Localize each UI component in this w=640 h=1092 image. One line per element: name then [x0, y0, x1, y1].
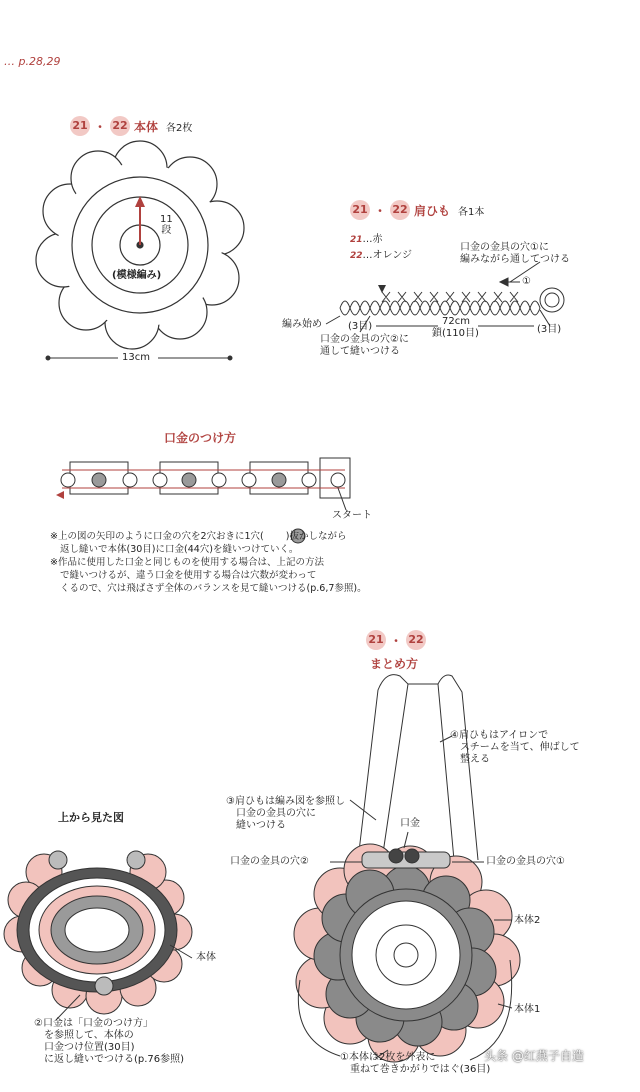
- strap-chain-label: 鎖(110目): [432, 328, 479, 339]
- attach-start-label: スタート: [332, 510, 372, 521]
- assembly-body2-label: 本体2: [514, 915, 541, 926]
- note-line: 重ねて巻きかがりではぐ(36目): [350, 1064, 491, 1075]
- strap-diagram-heading: [350, 200, 484, 220]
- badge-22: 22: [406, 630, 426, 650]
- body-diagram-qty: 各2枚: [166, 122, 193, 134]
- badge-21: 21: [350, 200, 370, 220]
- color-22-line: [350, 250, 412, 262]
- badge-22: 22: [110, 116, 130, 136]
- assembly-title: まとめ方: [370, 657, 419, 671]
- top-view-step2: [34, 1018, 184, 1066]
- strap-diagram-qty: 各1本: [458, 206, 485, 218]
- note-line: ※作品に使用した口金と同じものを使用する場合は、上記の方法: [50, 557, 324, 568]
- note-line: ③肩ひもは編み図を参照し: [226, 796, 345, 807]
- note-line: [50, 530, 367, 543]
- note-line: 通して縫いつける: [320, 346, 400, 357]
- badge-22: 22: [390, 200, 410, 220]
- note-line: 整える: [460, 754, 490, 765]
- badge-21: 21: [366, 630, 386, 650]
- note-line: に返し縫いでつける(p.76参照): [44, 1054, 185, 1065]
- body-diagram-title: 本体: [134, 119, 159, 134]
- rows-unit: 段: [161, 225, 172, 236]
- note-line: で縫いつけるが、違う口金を使用する場合は穴数が変わって: [60, 570, 317, 581]
- rows-number: 11: [160, 214, 173, 225]
- strap-rows-right-label: (3目): [537, 324, 562, 335]
- color-21-text: …赤: [362, 234, 383, 245]
- note-line: 口金の金具の穴②に: [320, 334, 409, 345]
- assembly-step4: [450, 730, 580, 766]
- note-line: ④肩ひもはアイロンで: [450, 730, 549, 741]
- top-view-diagram: [4, 851, 192, 1020]
- body-rows-label: [160, 214, 173, 236]
- note-line: 口金つけ位置(30目): [44, 1042, 135, 1053]
- separator: ・: [390, 633, 403, 648]
- assembly-step3: [226, 796, 345, 832]
- watermark: 头条 @红燕子自造: [484, 1049, 584, 1063]
- attach-diagram-title: 口金のつけ方: [164, 431, 237, 445]
- note-line: くるので、穴は飛ばさず全体のバランスを見て縫いつける(p.6,7参照)。: [60, 583, 367, 594]
- page-ref-dots: …: [4, 55, 19, 68]
- note-line: 口金の金具の穴①に: [460, 242, 549, 253]
- assembly-heading-numbers: [366, 630, 426, 650]
- attach-notes: [50, 530, 367, 595]
- separator: ・: [94, 119, 107, 134]
- note-line: 縫いつける: [236, 820, 286, 831]
- note-text: )抜かしながら: [285, 531, 347, 542]
- note-line: ②口金は「口金のつけ方」: [34, 1018, 153, 1029]
- badge-21: 21: [70, 116, 90, 136]
- attach-diagram: [56, 458, 350, 510]
- assembly-clasp-label: 口金: [400, 818, 420, 829]
- note-line: 返し縫いで本体(30目)に口金(44穴)を縫いつけていく。: [60, 544, 299, 555]
- color-21-line: [350, 234, 383, 246]
- color-22-num: 22: [350, 251, 363, 261]
- note-line: 編みながら通してつける: [460, 254, 570, 265]
- pattern-stitch-label: (模様編み): [112, 270, 162, 281]
- color-21-num: 21: [350, 235, 363, 245]
- strap-direction-arrow: [500, 278, 520, 286]
- note-line: ①本体は2枚を外表に: [340, 1052, 436, 1063]
- page-ref-text: p.28,29: [18, 55, 61, 68]
- strap-triangle-marker: [378, 285, 386, 293]
- strap-diagram-title: 肩ひも: [414, 203, 451, 218]
- strap-hole2-note: [320, 334, 409, 358]
- top-view-title: 上から見た図: [58, 811, 124, 824]
- note-line: 口金の金具の穴に: [236, 808, 316, 819]
- note-text: ※上の図の矢印のように口金の穴を2穴おきに1穴(: [50, 531, 264, 542]
- body-width-label: 13cm: [122, 352, 150, 363]
- top-view-body-label: 本体: [196, 952, 216, 963]
- assembly-step1: [340, 1052, 490, 1076]
- note-line: スチームを当て、伸ばして: [460, 742, 580, 753]
- assembly-hole2-label: 口金の金具の穴②: [230, 856, 309, 867]
- assembly-body1-label: 本体1: [514, 1004, 541, 1015]
- strap-hole1-note: [460, 242, 570, 266]
- separator: ・: [374, 203, 387, 218]
- circled-one-label: ①: [522, 276, 531, 287]
- color-22-text: …オレンジ: [362, 250, 413, 261]
- assembly-hole1-label: 口金の金具の穴①: [486, 856, 565, 867]
- strap-length-label: 72cm: [442, 316, 470, 327]
- strap-start-label: 編み始め: [282, 319, 322, 330]
- note-line: を参照して、本体の: [44, 1030, 134, 1041]
- strap-rows-left-label: (3目): [348, 321, 373, 332]
